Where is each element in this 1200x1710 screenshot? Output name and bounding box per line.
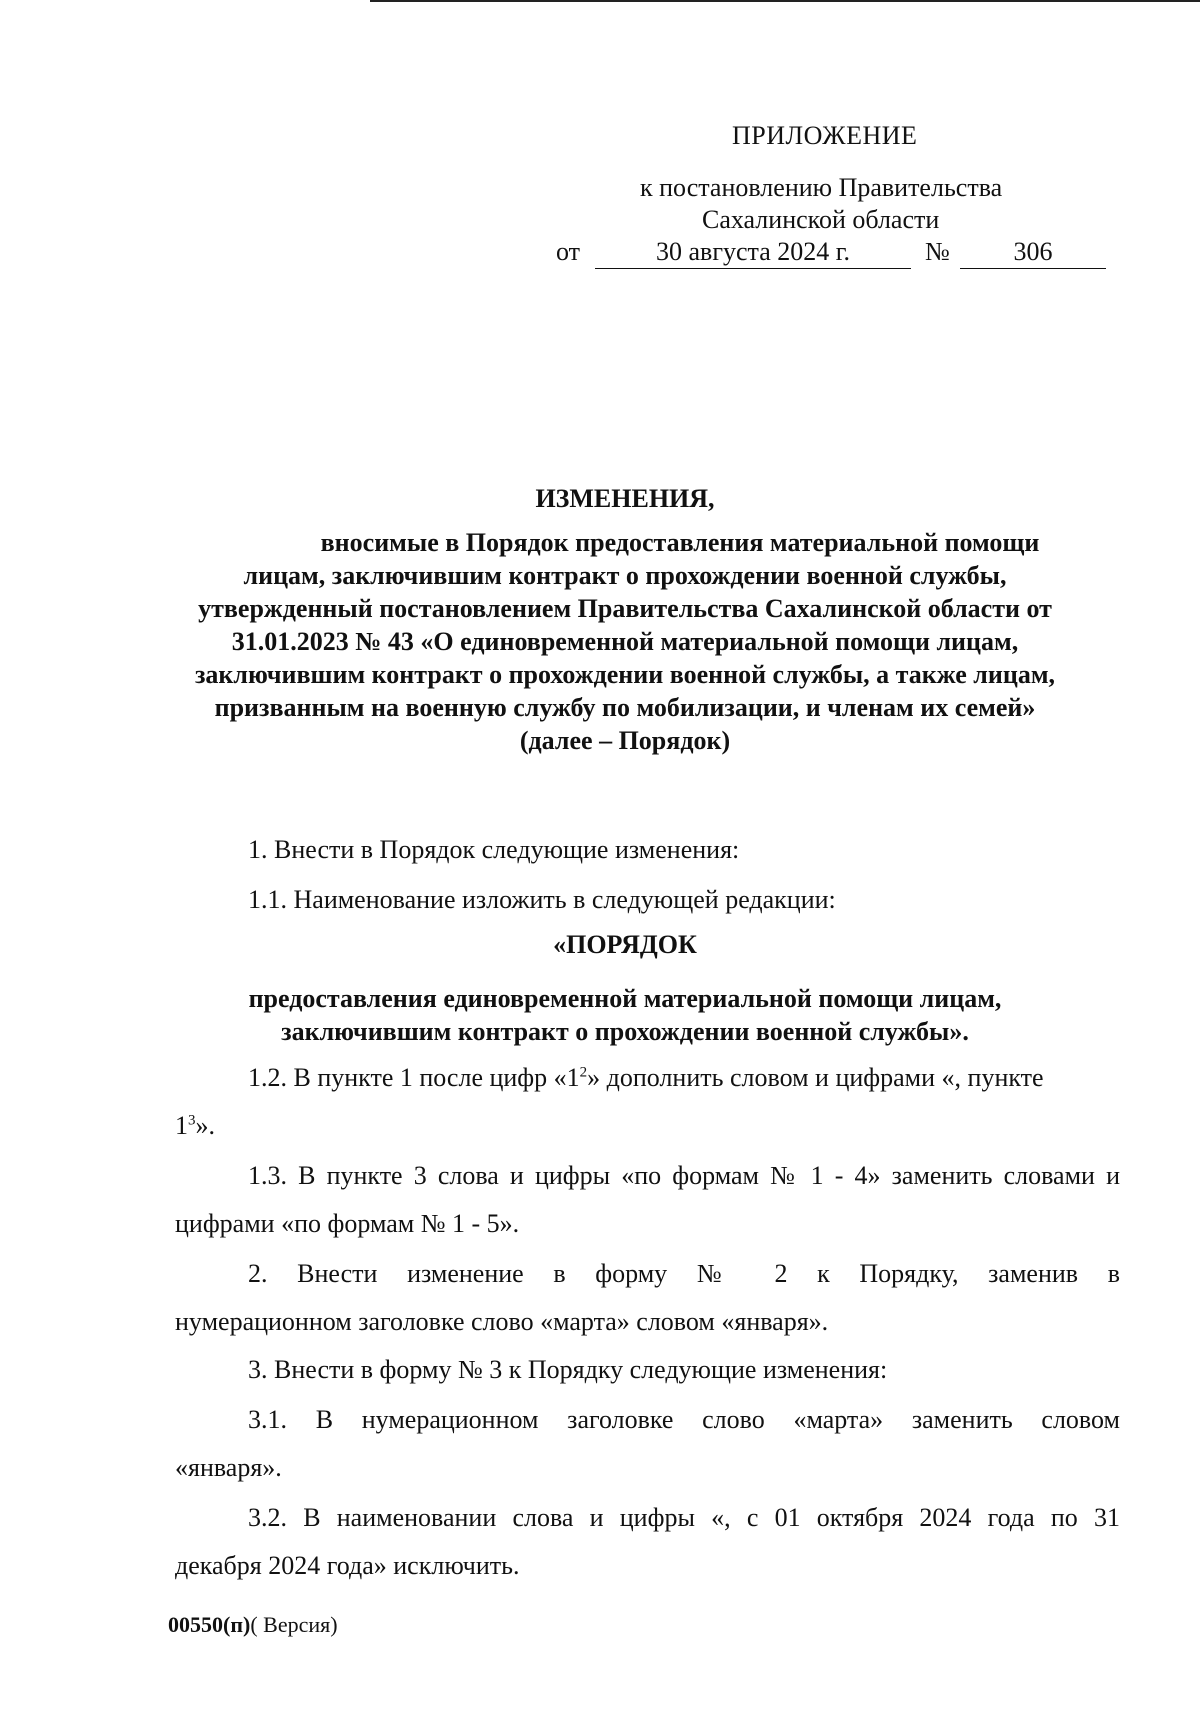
paragraph-3-1: 3.1. В нумерационном заголовке слово «марта» заменить словом <box>248 1405 1120 1434</box>
subheading-line: лицам, заключившим контракт о прохождении военной службы, <box>243 561 1007 590</box>
paragraph-2-cont: нумерационном заголовке слово «марта» словом «января». <box>175 1307 829 1336</box>
attachment-title: ПРИЛОЖЕНИЕ <box>732 121 918 150</box>
paragraph-1-2: 1.2. В пункте 1 после цифр «$1^2$» дополнить словом и цифрами «, пункте <box>248 1063 1044 1092</box>
order-subtitle <box>150 982 1100 1048</box>
subheading-line: заключившим контракт о прохождении военной службы, а также лицам, <box>194 660 1056 689</box>
document-subheading <box>150 526 1100 757</box>
paragraph-3-1-cont: «января». <box>175 1453 282 1482</box>
subheading-line: утвержденный постановлением Правительства Сахалинской области от <box>198 594 1052 623</box>
paragraph-1: 1. Внести в Порядок следующие изменения: <box>248 835 740 864</box>
paragraph-1-3: 1.3. В пункте 3 слова и цифры «по формам № 1 - 4» заменить словами и <box>248 1161 1120 1190</box>
paragraph-2: 2. Внести изменение в форму № 2 к Порядку, заменив в <box>248 1259 1120 1288</box>
subheading-line: вносимые в Порядок предоставления материальной помощи <box>320 528 1040 557</box>
subheading-line: 31.01.2023 № 43 «О единовременной материальной помощи лицам, <box>231 627 1019 656</box>
attachment-number-sign: № <box>925 237 950 266</box>
attachment-number: 306 <box>960 236 1106 269</box>
footer-code <box>168 1612 338 1638</box>
paragraph-3: 3. Внести в форму № 3 к Порядку следующие изменения: <box>248 1355 888 1384</box>
order-title: «ПОРЯДОК <box>553 930 697 959</box>
document-code: 00550(п) <box>168 1612 251 1637</box>
attachment-line-2: Сахалинской области <box>702 205 940 234</box>
subheading-line: (далее – Порядок) <box>519 726 731 755</box>
paragraph-3-2-cont: декабря 2024 года» исключить. <box>175 1551 520 1580</box>
document-heading: ИЗМЕНЕНИЯ, <box>535 484 715 513</box>
paragraph-1-1: 1.1. Наименование изложить в следующей редакции: <box>248 885 836 914</box>
attachment-date: 30 августа 2024 г. <box>595 236 911 269</box>
attachment-line-1: к постановлению Правительства <box>640 173 1003 202</box>
order-subtitle-line: предоставления единовременной материальной помощи лицам, <box>248 984 1002 1013</box>
paragraph-3-2: 3.2. В наименовании слова и цифры «, с 01 октября 2024 года по 31 <box>248 1503 1120 1532</box>
order-subtitle-line: заключившим контракт о прохождении военной службы». <box>281 1017 969 1046</box>
top-border-line <box>370 0 1200 2</box>
attachment-from-label: от <box>556 237 581 266</box>
paragraph-1-2-cont: $1^3$». <box>175 1111 215 1140</box>
paragraph-1-3-cont: цифрами «по формам № 1 - 5». <box>175 1209 520 1238</box>
document-version: ( Версия) <box>250 1612 338 1637</box>
subheading-line: призванным на военную службу по мобилизации, и членам их семей» <box>214 693 1036 722</box>
